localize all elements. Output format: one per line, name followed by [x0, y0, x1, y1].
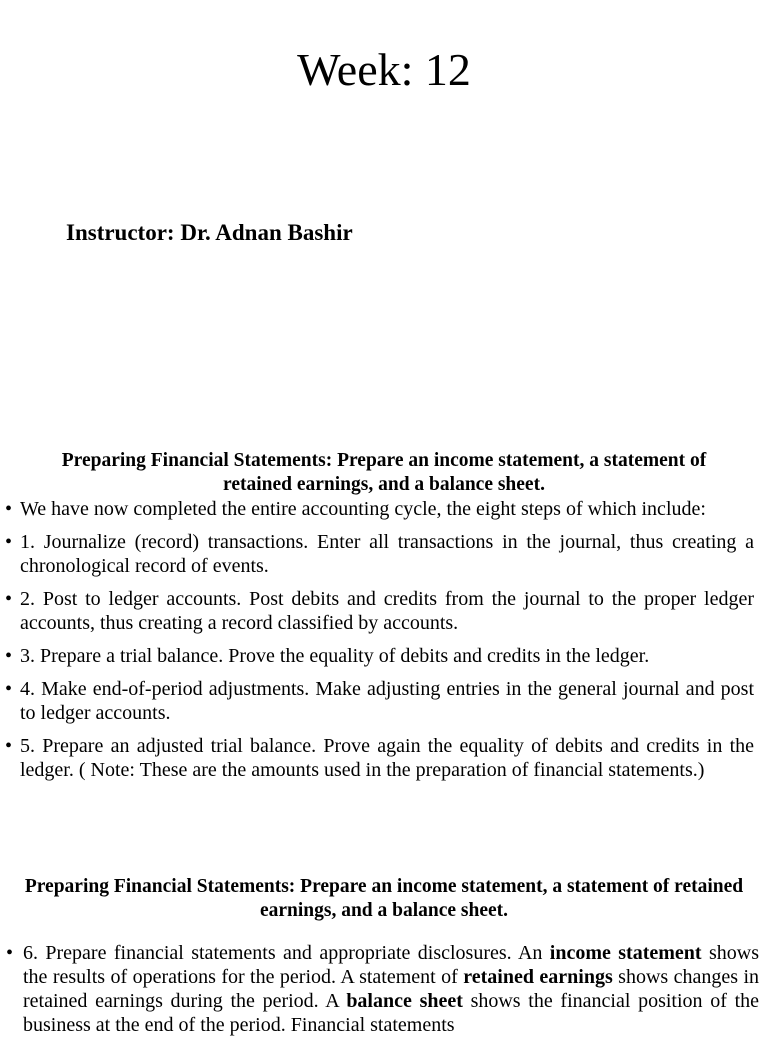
bullet-icon: • [5, 678, 13, 700]
list-item: • 6. Prepare financial statements and appropriate disclosures. An income statement shows the results of operations for the period. A statement of retained earnings shows changes in retained earnings during the period. A balance sheet shows the financial position of the business at the end of the period. Financial statements [6, 942, 760, 1036]
bullet-icon: • [6, 942, 14, 964]
bullet-icon: • [5, 531, 13, 553]
bullet-list-1 [0, 497, 768, 791]
bullet-icon: • [5, 498, 13, 520]
term-income-statement: income statement [549, 942, 702, 964]
term-balance-sheet: balance sheet [346, 990, 463, 1012]
list-item: • 1. Journalize (record) transactions. Enter all transactions in the journal, thus creating a chronological record of events. [5, 531, 754, 577]
list-item: • 3. Prepare a trial balance. Prove the equality of debits and credits in the ledger. [5, 645, 650, 667]
list-item: • 2. Post to ledger accounts. Post debits and credits from the journal to the proper ledger accounts, thus creating a record classified by accounts. [5, 588, 754, 634]
instructor-name: Instructor: Dr. Adnan Bashir [66, 220, 353, 245]
bullet-list-2 [0, 941, 768, 1046]
term-retained-earnings: retained earnings [463, 966, 613, 988]
list-item: • 5. Prepare an adjusted trial balance. Prove again the equality of debits and credits in the ledger. ( Note: These are the amounts used in the preparation of financial statements.) [5, 735, 754, 781]
bullet-icon: • [5, 735, 13, 757]
page-title: Week: 12 [297, 44, 471, 95]
section-heading-1: Preparing Financial Statements: Prepare an income statement, a statement of retained earnings, and a balance sheet. [61, 450, 707, 495]
section-heading-2: Preparing Financial Statements: Prepare an income statement, a statement of retained earnings, and a balance sheet. [24, 876, 744, 921]
bullet-icon: • [5, 588, 13, 610]
list-item: • We have now completed the entire accounting cycle, the eight steps of which include: [5, 498, 706, 520]
list-item: • 4. Make end-of-period adjustments. Make adjusting entries in the general journal and post to ledger accounts. [5, 678, 754, 724]
bullet-icon: • [5, 645, 13, 667]
